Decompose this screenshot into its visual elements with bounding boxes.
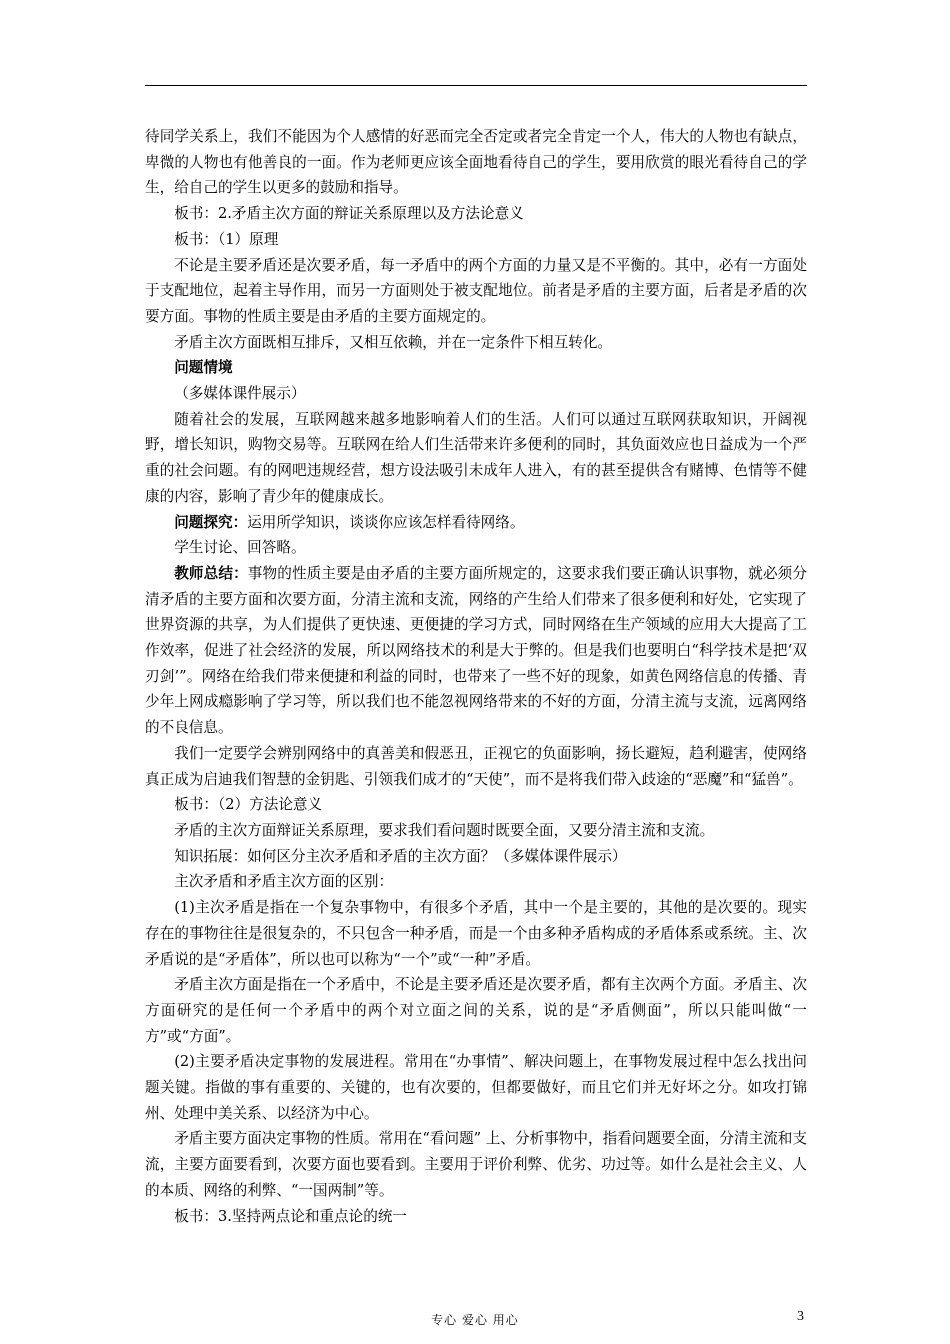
paragraph: 问题情境: [174, 359, 233, 377]
paragraph-text: 运用所学知识，谈谈你应该怎样看待网络。: [247, 513, 525, 531]
paragraph: 板书：（2）方法论意义: [174, 796, 323, 814]
header-rule: [145, 85, 807, 86]
paragraph: 不论是主要矛盾还是次要矛盾，每一矛盾中的两个方面的力量又是不平衡的。其中，必有一方面处于支配地位，起着主导作用，而另一方面则处于被支配地位。前者是矛盾的主要方面，后者是矛盾的次要方面。事物的性质主要是由矛盾的主要方面规定的。: [145, 256, 807, 325]
paragraph-lead: 教师总结：: [174, 564, 248, 582]
paragraph: 矛盾的主次方面辩证关系原理，要求我们看问题时既要全面，又要分清主流和支流。: [174, 821, 715, 839]
footer-motto: 专心 爱心 用心: [431, 1313, 519, 1327]
paragraph: (2)主要矛盾决定事物的发展进程。常用在“办事情”、解决问题上，在事物发展过程中怎么找出问题关键。指做的事有重要的、关键的，也有次要的，但都要做好，而且它们并无好坏之分。如攻打锦州、处理中美关系、以经济为中心。: [145, 1053, 807, 1122]
paragraph: 矛盾主次方面是指在一个矛盾中，不论是主要矛盾还是次要矛盾，都有主次两个方面。矛盾主、次方面研究的是任何一个矛盾中的两个对立面之间的关系，说的是“矛盾侧面”，所以只能叫做“一方”或“方面”。: [145, 976, 807, 1045]
paragraph: 板书：（1）原理: [174, 230, 279, 248]
paragraph-text: 事物的性质主要是由矛盾的主要方面所规定的，这要求我们要正确认识事物，就必须分清矛盾的主要方面和次要方面，分清主流和支流，网络的产生给人们带来了很多便利和好处，它实现了世界资源的共享，为人们提供了更快速、更便捷的学习方式，同时网络在生产领域的应用大大提高了工作效率，促进了社会经济的发展，所以网络技术的利是大于弊的。但是我们也要明白“科学技术是把‘双刃剑’”。网络在给我们带来便捷和利益的同时，也带来了一些不好的现象，如黄色网络信息的传播、青少年上网成瘾影响了学习等，所以我们也不能忽视网络带来的不好的方面，分清主流与支流，远离网络的不良信息。: [145, 564, 807, 737]
paragraph: 待同学关系上，我们不能因为个人感情的好恶而完全否定或者完全肯定一个人，伟大的人物也有缺点，卑微的人物也有他善良的一面。作为老师更应该全面地看待自己的学生，要用欣赏的眼光看待自己的学生，给自己的学生以更多的鼓励和指导。: [145, 128, 807, 197]
paragraph: 板书：3.坚持两点论和重点论的统一: [174, 1207, 408, 1225]
page-body: [145, 124, 807, 1229]
paragraph: 知识拓展：如何区分主次矛盾和矛盾的主次方面？（多媒体课件展示）: [174, 847, 627, 865]
page-number: 3: [797, 1309, 804, 1324]
paragraph: 学生讨论、回答略。: [174, 539, 306, 557]
paragraph: 矛盾主要方面决定事物的性质。常用在“看问题” 上、分析事物中，指看问题要全面，分清主流和支流，主要方面要看到，次要方面也要看到。主要用于评价利弊、优劣、功过等。如什么是社会主义、人的本质、网络的利弊、“一国两制”等。: [145, 1130, 807, 1199]
paragraph: 板书：2.矛盾主次方面的辩证关系原理以及方法论意义: [174, 205, 524, 223]
paragraph: 随着社会的发展，互联网越来越多地影响着人们的生活。人们可以通过互联网获取知识，开阔视野，增长知识，购物交易等。互联网在给人们生活带来许多便利的同时，其负面效应也日益成为一个严重的社会问题。有的网吧违规经营，想方设法吸引未成年人进入，有的甚至提供含有赌博、色情等不健康的内容，影响了青少年的健康成长。: [145, 410, 807, 505]
paragraph: (1)主次矛盾是指在一个复杂事物中，有很多个矛盾，其中一个是主要的，其他的是次要的。现实存在的事物往往是很复杂的，不只包含一种矛盾，而是一个由多种矛盾构成的矛盾体系或系统。主、次矛盾说的是“矛盾体”，所以也可以称为“一个”或“一种”矛盾。: [145, 899, 807, 968]
paragraph: 矛盾主次方面既相互排斥，又相互依赖，并在一定条件下相互转化。: [174, 333, 613, 351]
paragraph-lead: 问题探究：: [174, 513, 248, 531]
paragraph: （多媒体课件展示）: [174, 385, 306, 403]
paragraph: 主次矛盾和矛盾主次方面的区别：: [174, 873, 394, 891]
paragraph: [145, 561, 807, 741]
paragraph: 我们一定要学会辨别网络中的真善美和假恶丑，正视它的负面影响，扬长避短，趋利避害，使网络真正成为启迪我们智慧的金钥匙、引领我们成才的“天使”，而不是将我们带入歧途的“恶魔”和“猛兽”。: [145, 744, 807, 788]
paragraph: [145, 510, 807, 536]
